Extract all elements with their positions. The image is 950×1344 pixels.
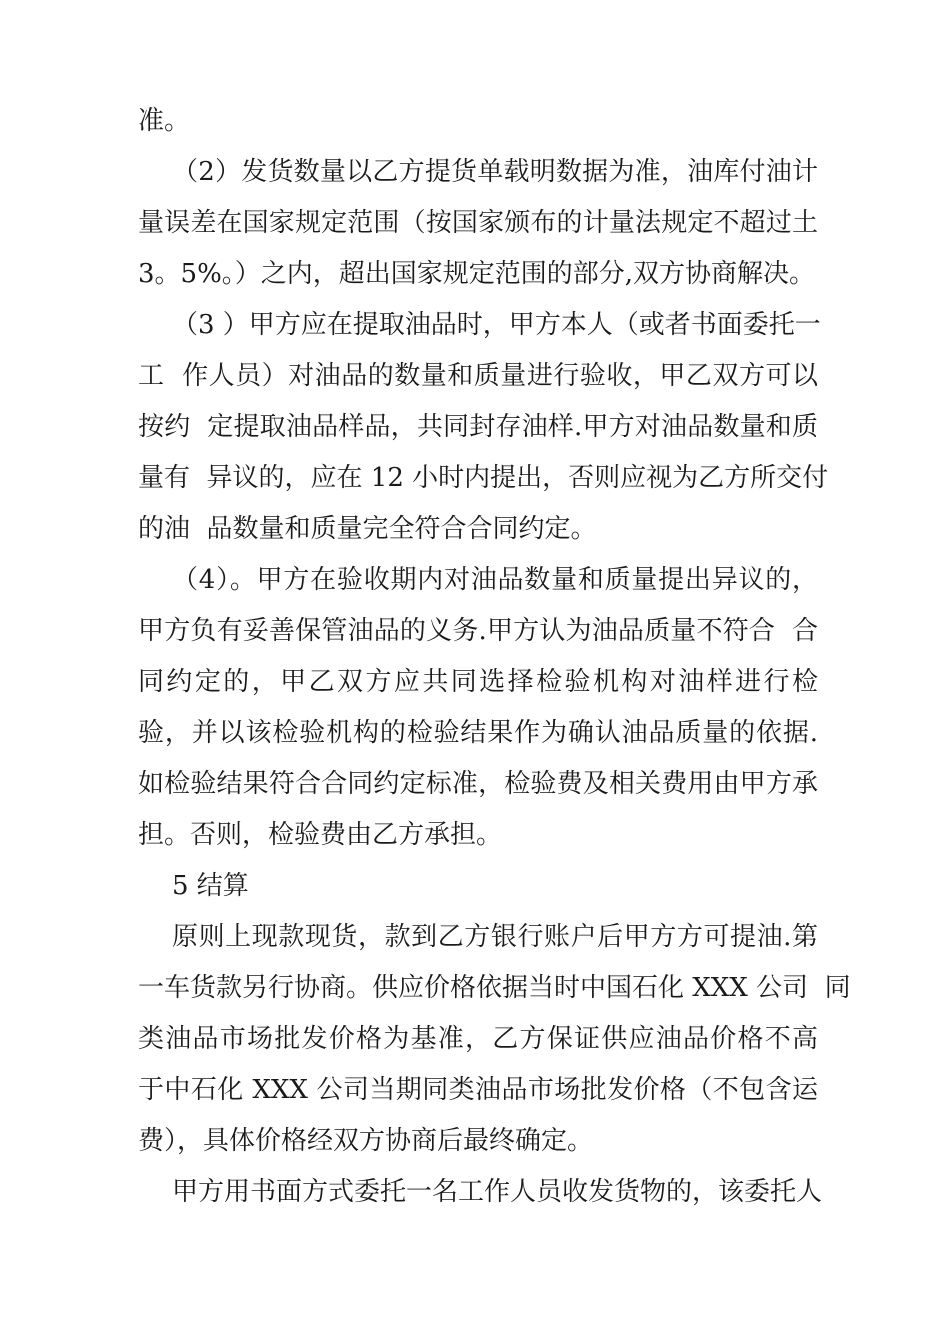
- text-line: 类油品市场批发价格为基准，乙方保证供应油品价格不高: [138, 1024, 818, 1054]
- text-line: （4）。甲方在验收期内对油品数量和质量提出异议的，: [172, 565, 818, 595]
- text-line: 同约定的，甲乙双方应共同选择检验机构对油样进行检: [138, 667, 818, 697]
- text-line: 工 作人员）对油品的数量和质量进行验收，甲乙双方可以: [138, 361, 818, 391]
- document-body: [138, 96, 851, 1218]
- text-line: （3 ）甲方应在提取油品时，甲方本人（或者书面委托一: [172, 310, 821, 340]
- text-line: 3。5%。）之内，超出国家规定范围的部分,双方协商解决。: [138, 259, 816, 289]
- text-line: 准。: [138, 106, 191, 136]
- text-line: 费），具体价格经双方协商后最终确定。: [138, 1126, 594, 1156]
- text-line: 原则上现款现货，款到乙方银行账户后甲方方可提油.第: [172, 922, 818, 952]
- text-line: 担。否则，检验费由乙方承担。: [138, 820, 503, 850]
- text-line: 如检验结果符合合同约定标准，检验费及相关费用由甲方承: [138, 769, 818, 799]
- text-line: 于中石化 XXX 公司当期同类油品市场批发价格（不包含运: [138, 1075, 818, 1105]
- text-line: 验，并以该检验机构的检验结果作为确认油品质量的依据.: [138, 718, 818, 748]
- text-line: 甲方用书面方式委托一名工作人员收发货物的，该委托人: [172, 1177, 823, 1207]
- text-line: 甲方负有妥善保管油品的义务.甲方认为油品质量不符合 合: [138, 616, 818, 646]
- text-line: 量有 异议的，应在 12 小时内提出，否则应视为乙方所交付: [138, 463, 829, 493]
- text-line: 按约 定提取油品样品，共同封存油样.甲方对油品数量和质: [138, 412, 818, 442]
- text-line: （2）发货数量以乙方提货单载明数据为准，油库付油计: [172, 157, 818, 187]
- text-line: 一车货款另行协商。供应价格依据当时中国石化 XXX 公司 同: [138, 973, 851, 1003]
- text-line: 量误差在国家规定范围（按国家颁布的计量法规定不超过土: [138, 208, 818, 238]
- section-heading: 5 结算: [172, 871, 249, 901]
- text-line: 的油 品数量和质量完全符合合同约定。: [138, 514, 597, 544]
